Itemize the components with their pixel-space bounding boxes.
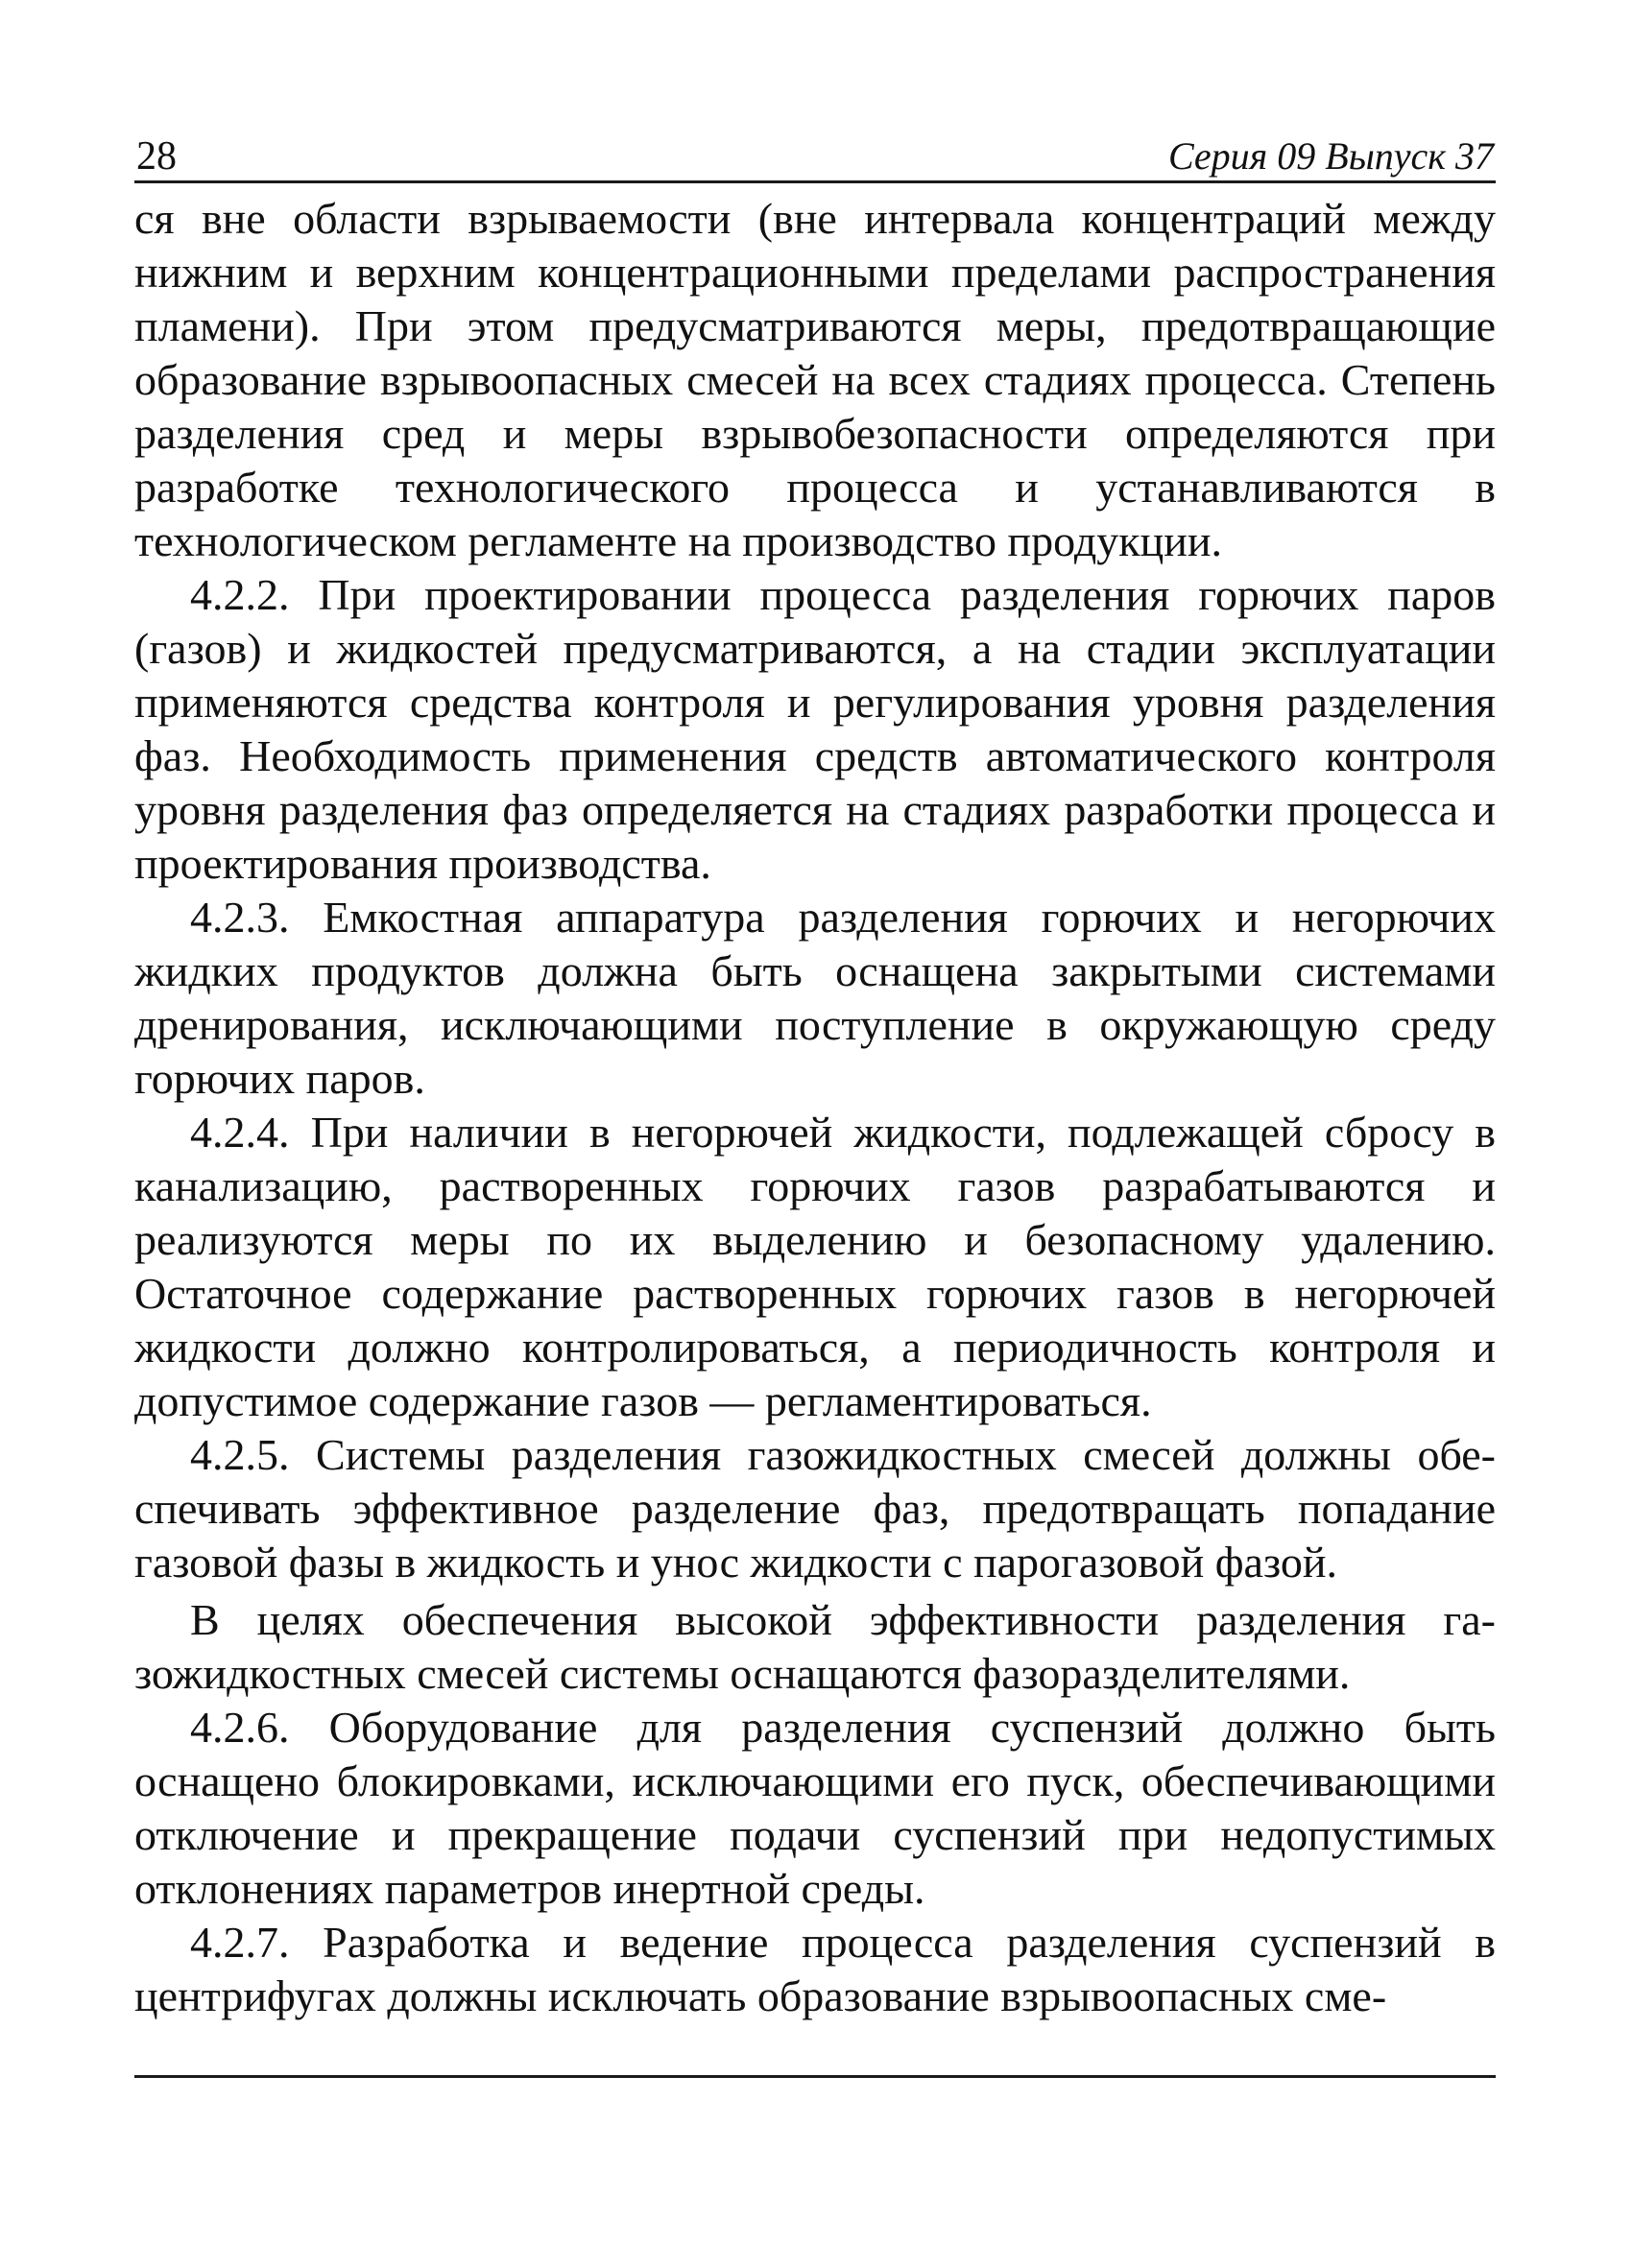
paragraph-4-2-2: 4.2.2. При проектировании процесса разделения горючих паров (газов) и жидкостей предусматриваются, а на стадии эксплуатации применяются средства контроля и регулирования уровня разделения фаз. Необходимость применения средств автоматического контроля уровня разделения фаз определяется на стадиях разработки процесса и проектирования производства. — [134, 570, 1496, 888]
paragraph-4-2-7: 4.2.7. Разработка и ведение процесса разделения суспензий в центрифугах должны исключать образование взрывоопасных сме- — [134, 1918, 1496, 2020]
paragraph-continuation: ся вне области взрываемости (вне интервала концентраций между нижним и верхним концентрационными пределами распространения пламени). При этом предусматриваются меры, предотвращающие образование взрывоопасных смесей на всех стадиях процесса. Степень разделения сред и меры взрывобезопасности определяются при разработке технологического процесса и устанавливаются в технологическом регламенте на производство продукции. — [134, 194, 1496, 565]
paragraph-4-2-4: 4.2.4. При наличии в негорючей жидкости, подлежащей сбросу в канализацию, растворенных горючих газов разрабатываются и реализуются меры по их выделению и безопасному удалению. Остаточное содержание растворенных горючих газов в негорючей жидкости должно контролироваться, а периодичность контроля и допустимое содержание газов — регламентироваться. — [134, 1108, 1496, 1425]
page-number: 28 — [136, 134, 177, 179]
paragraph-4-2-6: 4.2.6. Оборудование для разделения суспензий должно быть оснащено блокировками, исключающими его пуск, обеспечивающими отключение и прекращение подачи суспензий при недопустимых отклонениях параметров инертной среды. — [134, 1703, 1496, 1913]
series-issue-label: Серия 09 Выпуск 37 — [1167, 134, 1494, 178]
bottom-rule — [134, 2075, 1496, 2078]
body-text — [134, 192, 1496, 2023]
paragraph-4-2-5: 4.2.5. Системы разделения газожидкостных смесей должны обеспечивать эффективное разделение фаз, предотвращать попадание газовой фазы в жидкость и унос жидкости с парогазовой фазой. — [134, 1430, 1496, 1587]
paragraph-4-2-5-note: В целях обеспечения высокой эффективности разделения газожидкостных смесей системы оснащаются фазоразделителями. — [134, 1595, 1496, 1698]
paragraph-4-2-3: 4.2.3. Емкостная аппаратура разделения горючих и негорючих жидких продуктов должна быть оснащена закрытыми системами дренирования, исключающими поступление в окружающую среду горючих паров. — [134, 893, 1496, 1103]
running-header — [134, 132, 1496, 183]
